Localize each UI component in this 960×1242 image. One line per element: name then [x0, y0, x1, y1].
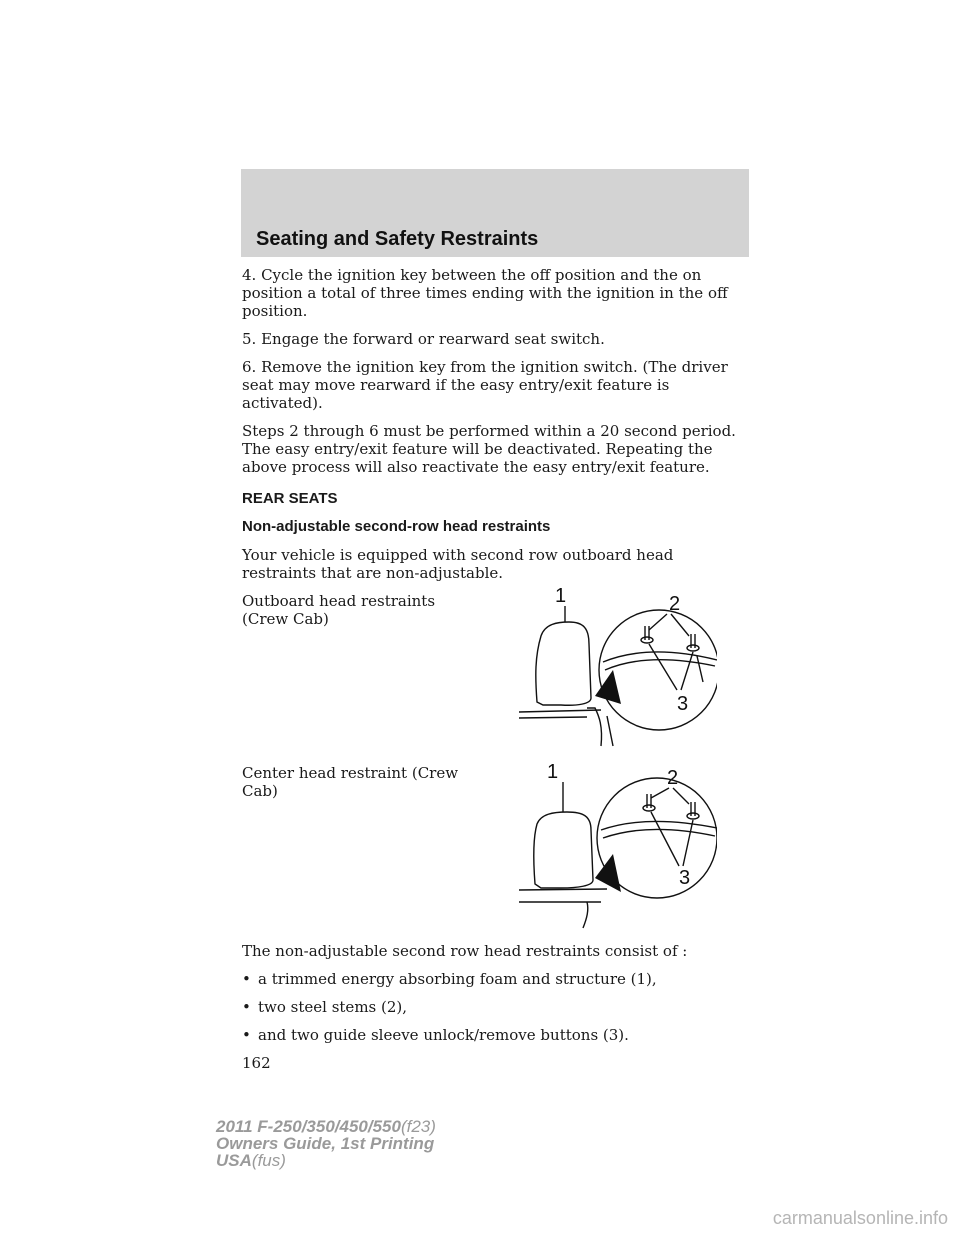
footer-line-1: [216, 1118, 436, 1135]
footer-model: 2011 F-250/350/450/550: [216, 1117, 401, 1136]
step-4: 4. Cycle the ignition key between the off position and the on position a total of three times ending with the ignition in the off position.: [242, 266, 728, 320]
footer-line-3: [216, 1152, 436, 1169]
callout-3: 3: [679, 867, 691, 889]
callout-2: 2: [669, 593, 681, 615]
outboard-head-restraint-illustration: [517, 586, 717, 758]
footer-line-2: Owners Guide, 1st Printing: [216, 1134, 435, 1153]
components-list: [242, 970, 748, 1044]
page-content: [242, 266, 748, 1072]
footer-market-code: (fus): [251, 1151, 286, 1170]
list-item: • and two guide sleeve unlock/remove buttons (3).: [242, 1026, 748, 1044]
step-6: 6. Remove the ignition key from the ignition switch. (The driver seat may move rearward if the easy entry/exit feature is activated).: [242, 358, 728, 412]
consist-intro: The non-adjustable second row head restraints consist of :: [242, 942, 688, 960]
footer-model-code: (f23): [400, 1117, 436, 1136]
center-figure-block: [242, 761, 748, 942]
section-title: Seating and Safety Restraints: [256, 228, 539, 250]
step-5: 5. Engage the forward or rearward seat switch.: [242, 330, 605, 348]
callout-1: 1: [555, 586, 567, 607]
rear-seats-heading: REAR SEATS: [242, 490, 338, 507]
callout-1: 1: [547, 761, 559, 783]
callout-3: 3: [677, 693, 689, 715]
list-item: • two steel stems (2),: [242, 998, 748, 1016]
outboard-figure-block: [242, 586, 748, 764]
outboard-figure-caption: Outboard head restraints (Crew Cab): [242, 592, 436, 628]
list-item: • a trimmed energy absorbing foam and structure (1),: [242, 970, 748, 988]
center-head-restraint-illustration: [517, 758, 717, 936]
head-restraints-subheading: Non-adjustable second-row head restraints: [242, 518, 551, 535]
callout-2: 2: [667, 767, 679, 789]
footer: [216, 1118, 436, 1169]
timing-note: Steps 2 through 6 must be performed within a 20 second period. The easy entry/exit feature will be deactivated. Repeating the above process will also reactivate the easy entry/exit feature.: [242, 422, 736, 476]
footer-market: USA: [216, 1151, 252, 1170]
section-header-band: [241, 169, 749, 257]
center-figure-caption: Center head restraint (Crew Cab): [242, 764, 459, 800]
page-number: 162: [242, 1054, 271, 1072]
watermark: carmanualsonline.info: [772, 1208, 948, 1228]
head-restraints-intro: Your vehicle is equipped with second row outboard head restraints that are non-adjustable.: [242, 546, 674, 582]
